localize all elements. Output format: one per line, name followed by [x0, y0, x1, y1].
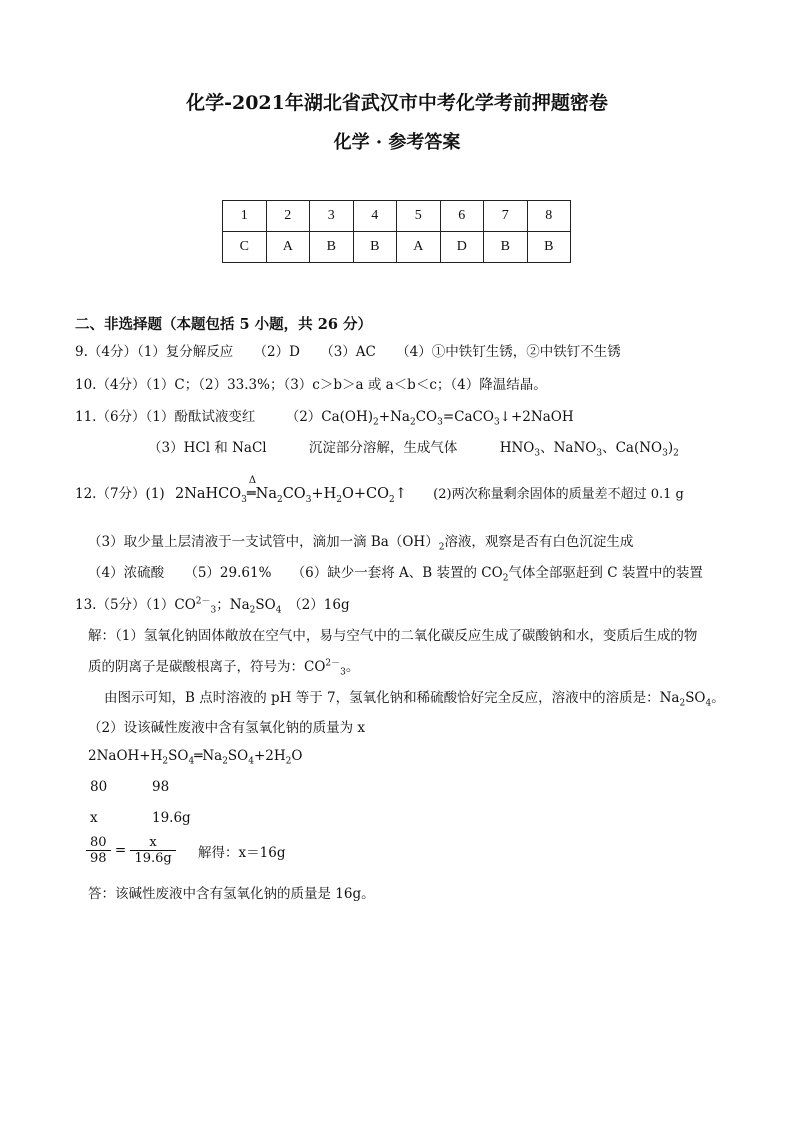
table-cell: 7 — [484, 201, 528, 232]
answer-table — [222, 200, 571, 263]
table-cell: B — [310, 232, 354, 263]
table-row-answers — [223, 232, 571, 263]
table-cell: 1 — [223, 201, 267, 232]
table-cell: 6 — [440, 201, 484, 232]
molar-mass-naoh: 80 — [90, 779, 108, 795]
table-cell: 3 — [310, 201, 354, 232]
solution-line4: （2）设该碱性废液中含有氢氧化钠的质量为 x — [88, 720, 365, 736]
table-cell: B — [527, 232, 571, 263]
molar-mass-h2so4: 98 — [152, 779, 170, 795]
table-row-numbers — [223, 201, 571, 232]
answer-q13: 13.（5分）$(1)CO^{2-}_3$；$Na_2SO_4$ （2）16g — [75, 596, 350, 616]
answer-q9: 9.（4分）（1）复分解反应 （2）D （3）AC （4）①中铁钉生锈，②中铁钉不生锈 — [75, 344, 621, 360]
answer-q11-line1 — [75, 405, 574, 428]
q11-part1: 11.（6分）（1）酚酞试液变红 — [75, 409, 256, 425]
q11-observation: 沉淀部分溶解，生成气体 — [308, 440, 458, 456]
chemical-equation: $2NaOH+H_2SO_4═Na_2SO_4+2H_2O$ — [88, 748, 303, 767]
solution-line1: 解：（1）氢氧化钠固体敞放在空气中，易与空气中的二氧化碳反应生成了碳酸钠和水，变质后生成的物 — [88, 628, 698, 644]
q12-prefix: 12.（7分）(1) — [75, 486, 165, 502]
table-cell: A — [266, 232, 310, 263]
solution-line3: 由图示可知，B 点时溶液的 pH 等于 7，氢氧化钠和稀硫酸恰好完全反应，溶液中的溶质是：$Na_2SO_4$。 — [104, 690, 725, 709]
given-mass: 19.6g — [152, 810, 191, 826]
proportion: $\frac{80}{98}$ = $\frac{x}{19.6g}$ 解得：x＝16g — [86, 835, 285, 866]
table-cell: 2 — [266, 201, 310, 232]
table-cell: A — [397, 232, 441, 263]
page-subtitle: 化学 · 参考答案 — [333, 132, 461, 153]
final-answer: 答：该碱性废液中含有氢氧化钠的质量是 16g。 — [88, 886, 375, 902]
table-cell: D — [440, 232, 484, 263]
table-cell: B — [484, 232, 528, 263]
answer-q12-line3: （3）取少量上层清液于一支试管中，滴加一滴 $Ba(OH)_2$溶液，观察是否有白色沉淀生成 — [88, 534, 634, 553]
section-heading: 二、非选择题（本题包括 5 小题，共 26 分） — [75, 316, 372, 333]
fraction-right: $\frac{x}{19.6g}$ — [130, 835, 175, 866]
unknown-x: x — [90, 810, 98, 826]
table-cell: 4 — [353, 201, 397, 232]
q12-equation: 2NaHCO$_3$ Δ $═Na_2CO_3+H_2O+CO_2↑$ — [174, 475, 407, 505]
table-cell: C — [223, 232, 267, 263]
answer-q12-line4: （4）浓硫酸 （5）29.61% （6）缺少一套将 A、B 装置的 $CO_2$气体全部驱赶到 C 装置中的装置 — [88, 565, 703, 584]
fraction-left: $\frac{80}{98}$ — [86, 835, 111, 866]
table-cell: 8 — [527, 201, 571, 232]
answer-q11-line2 — [148, 436, 679, 459]
page-title: 化学-2021年湖北省武汉市中考化学考前押题密卷 — [186, 92, 608, 114]
q11-part3: （3）HCl 和 NaCl — [148, 440, 267, 456]
table-cell: B — [353, 232, 397, 263]
solution-line2: 质的阴离子是碳酸根离子，符号为：$CO^{2-}_3$。 — [88, 658, 360, 678]
q11-equation: $(2)Ca(OH)_2+Na_2CO_3=CaCO_3↓+2NaOH$ — [285, 409, 574, 428]
answer-q12-line1 — [75, 475, 684, 505]
q11-solutes: $HNO_3$、NaNO$_3$、$Ca(NO_3)_2$ — [499, 440, 679, 459]
answer-q10: 10.（4分）（1）C；（2）33.3%；（3）c＞b＞a 或 a＜b＜c；（4）降温结晶。 — [75, 377, 547, 393]
solve-result: 解得：x＝16g — [198, 844, 286, 861]
table-cell: 5 — [397, 201, 441, 232]
q12-part2: (2)两次称量剩余固体的质量差不超过 0.1 g — [433, 487, 684, 502]
